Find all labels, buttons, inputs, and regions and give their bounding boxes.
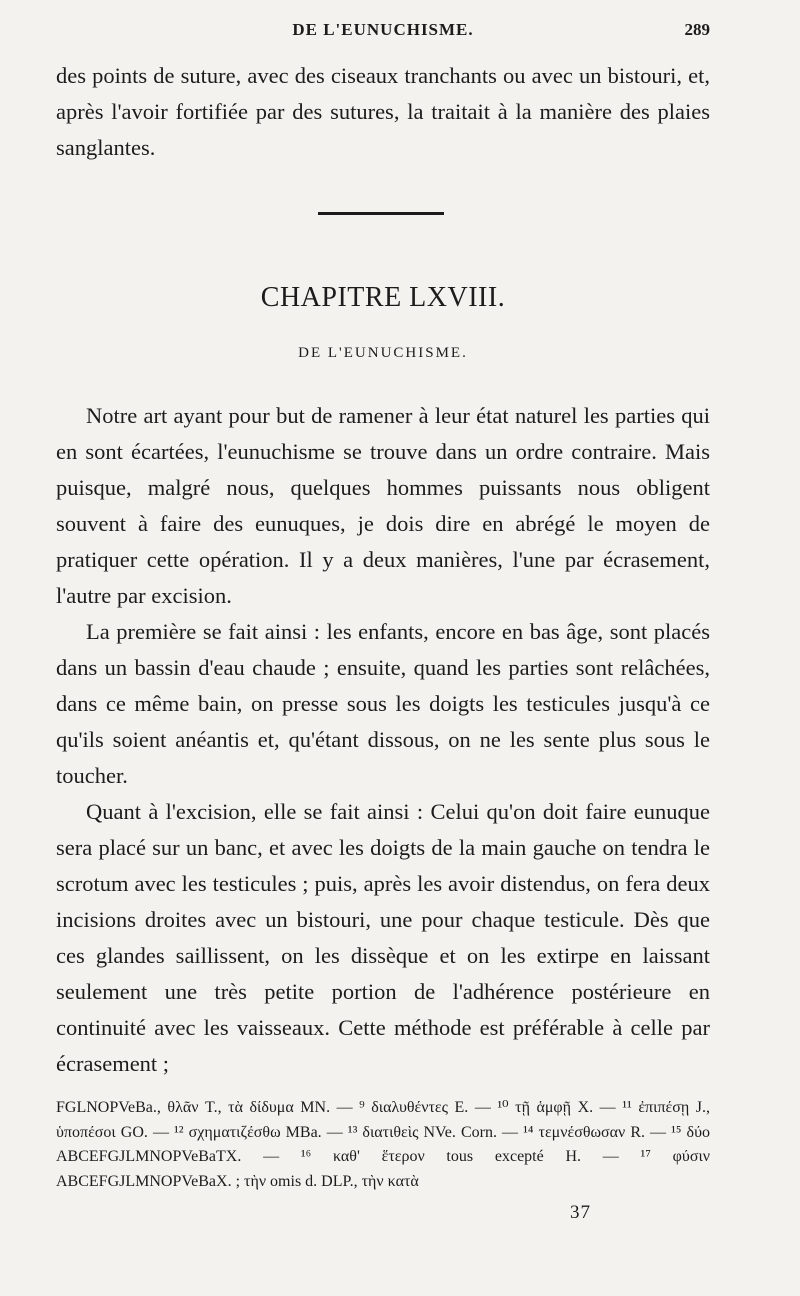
page-number: 289 bbox=[684, 20, 710, 39]
chapter-body bbox=[56, 398, 710, 1082]
paragraph-excision: Quant à l'excision, elle se fait ainsi : Celui qu'on doit faire eunuque sera placé sur un banc, et avec les doigts de la main gauche on tendra le scrotum avec les testicules ; puis, après les avoir distendus, on fera deux incisions droites avec un bistouri, une pour chaque testicule. Dès que ces glandes saillissent, on les dissèque et on les extirpe en laissant seulement une très petite portion de l'adhérence postérieure en continuité avec les vaisseaux. Cette méthode est préférable à celle par écrasement ; bbox=[56, 799, 710, 1076]
continued-paragraph-block bbox=[56, 58, 710, 166]
chapter-subtitle: DE L'EUNUCHISME. bbox=[298, 345, 468, 361]
footnotes bbox=[56, 1096, 710, 1194]
section-divider-rule bbox=[318, 212, 444, 215]
footnote-text: FGLNOPVeBa., θλᾶν T., τὰ δίδυμα MN. — ⁹ διαλυθέντες E. — ¹⁰ τῇ ἁμφῇ X. — ¹¹ ἐπιπέσῃ J., ὑποπέσοι GO. — ¹² σχηματιζέσθω MBa. — ¹³ διατιθεὶς NVe. Corn. — ¹⁴ τεμνέσθωσαν R. — ¹⁵ δύο ABCEFGJLMNOPVeBaTX. — ¹⁶ καθ' ἕτερον tous excepté H. — ¹⁷ φύσιν ABCEFGJLMNOPVeBaX. ; τὴν omis d. DLP., τὴν κατὰ bbox=[56, 1099, 710, 1190]
running-head bbox=[56, 20, 710, 44]
signature-mark: 37 bbox=[570, 1202, 591, 1223]
running-head-title: DE L'EUNUCHISME. bbox=[292, 20, 474, 39]
paragraph-crushing: La première se fait ainsi : les enfants, encore en bas âge, sont placés dans un bassin d'eau chaude ; ensuite, quand les parties sont relâchées, dans ce même bain, on presse sous les doigts les testicules jusqu'à ce qu'ils soient anéantis et, qu'étant dissous, on ne les sente plus sous le toucher. bbox=[56, 619, 710, 788]
chapter-title: CHAPITRE LXVIII. bbox=[260, 282, 506, 313]
paragraph-intro: Notre art ayant pour but de ramener à leur état naturel les parties qui en sont écartées, l'eunuchisme se trouve dans un ordre contraire. Mais puisque, malgré nous, quelques hommes puissants nous obligent souvent à faire des eunuques, je dois dire en abrégé le moyen de pratiquer cette opération. Il y a deux manières, l'une par écrasement, l'autre par excision. bbox=[56, 403, 710, 608]
continued-paragraph: des points de suture, avec des ciseaux tranchants ou avec un bistouri, et, après l'avoir fortifiée par des sutures, la traitait à la manière des plaies sanglantes. bbox=[56, 63, 710, 160]
